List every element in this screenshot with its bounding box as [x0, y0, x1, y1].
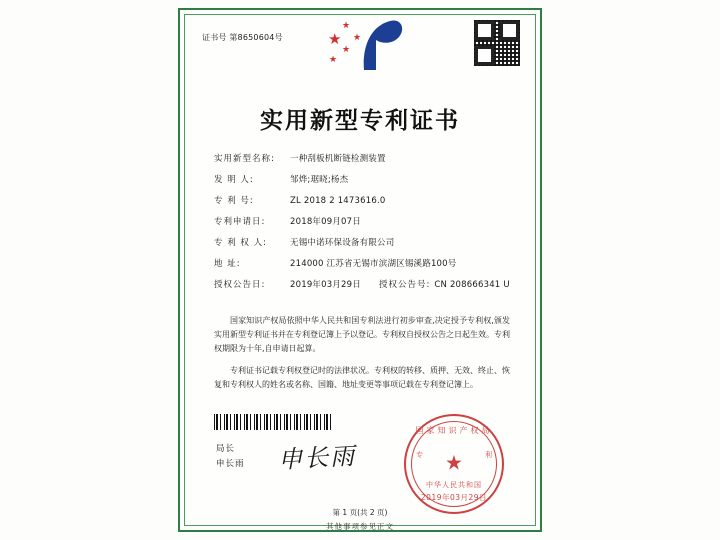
field-label: 地 址: [214, 259, 241, 269]
field-list [214, 152, 514, 299]
field-value: 无锡中诺环保设备有限公司 [290, 238, 395, 248]
field-label: 专 利 号: [214, 196, 254, 206]
field-value: ZL 2018 2 1473616.0 [290, 196, 386, 206]
field-row [214, 236, 514, 248]
certificate-border [178, 8, 542, 532]
field-value: 邹烨;琚晓;杨杰 [290, 175, 349, 185]
footer-note: 其他事项参见正文 [326, 522, 394, 531]
handwritten-signature: 申长雨 [277, 441, 357, 475]
paragraph: 专利证书记载专利权登记时的法律状况。专利权的转移、质押、无效、终止、恢复和专利权人的姓名或名称、国籍、地址变更等事项记载在专利登记簿上。 [214, 366, 510, 389]
page-title: 实用新型专利证书 [260, 108, 460, 134]
certificate-number: 证书号 第8650604号 [202, 33, 283, 42]
field-row [214, 194, 514, 206]
paragraph: 国家知识产权局依照中华人民共和国专利法进行初步审查,决定授予专利权,颁发实用新型专利证书并在专利登记簿上予以登记。专利权自授权公告之日起生效。专利权期限为十年,自申请日起算。 [214, 316, 510, 353]
star-icon: ★ [353, 33, 362, 43]
body-text [214, 314, 510, 400]
seal-right-text: 利 [485, 451, 492, 459]
barcode [214, 414, 332, 430]
field-label: 专 利 权 人: [214, 238, 267, 248]
field-row [214, 257, 514, 269]
seal-left-text: 专 [416, 451, 423, 459]
field-value: 2019年03月29日 [290, 280, 361, 290]
field-value: 一种刮板机断链检测装置 [290, 154, 386, 164]
signature-role: 局长 [216, 444, 236, 454]
seal-star-icon: ★ [445, 450, 463, 475]
qr-code [474, 20, 520, 66]
seal-top-text: 国家知识产权局 [415, 426, 493, 435]
cnipa-logo [320, 16, 406, 74]
field-label: 发 明 人: [214, 175, 254, 185]
field-value: 2018年09月07日 [290, 217, 361, 227]
star-icon: ★ [329, 55, 338, 65]
field-label: 专利申请日: [214, 217, 266, 227]
field-row [214, 152, 514, 164]
field-value: 214000 江苏省无锡市滨湖区锡溪路100号 [290, 259, 457, 269]
seal-bottom-text: 中华人民共和国 [426, 481, 482, 489]
official-seal [404, 414, 504, 514]
star-icon: ★ [342, 21, 351, 31]
swoosh-icon [360, 18, 404, 72]
field-label: 实用新型名称: [214, 154, 275, 164]
field-row [214, 173, 514, 185]
signature-name: 申长雨 [216, 459, 245, 469]
field-value-secondary: CN 208666341 U [434, 280, 510, 290]
star-icon: ★ [342, 45, 351, 55]
field-row-grant [214, 278, 514, 290]
seal-date: 2019年03月29日 [420, 493, 488, 502]
field-label: 授权公告日: [214, 280, 266, 290]
field-label-secondary: 授权公告号: [378, 280, 431, 290]
signature-block [216, 442, 245, 472]
qr-corner [475, 46, 494, 65]
field-row [214, 215, 514, 227]
star-icon: ★ [328, 30, 342, 48]
page-number: 第 1 页(共 2 页) [332, 508, 388, 517]
